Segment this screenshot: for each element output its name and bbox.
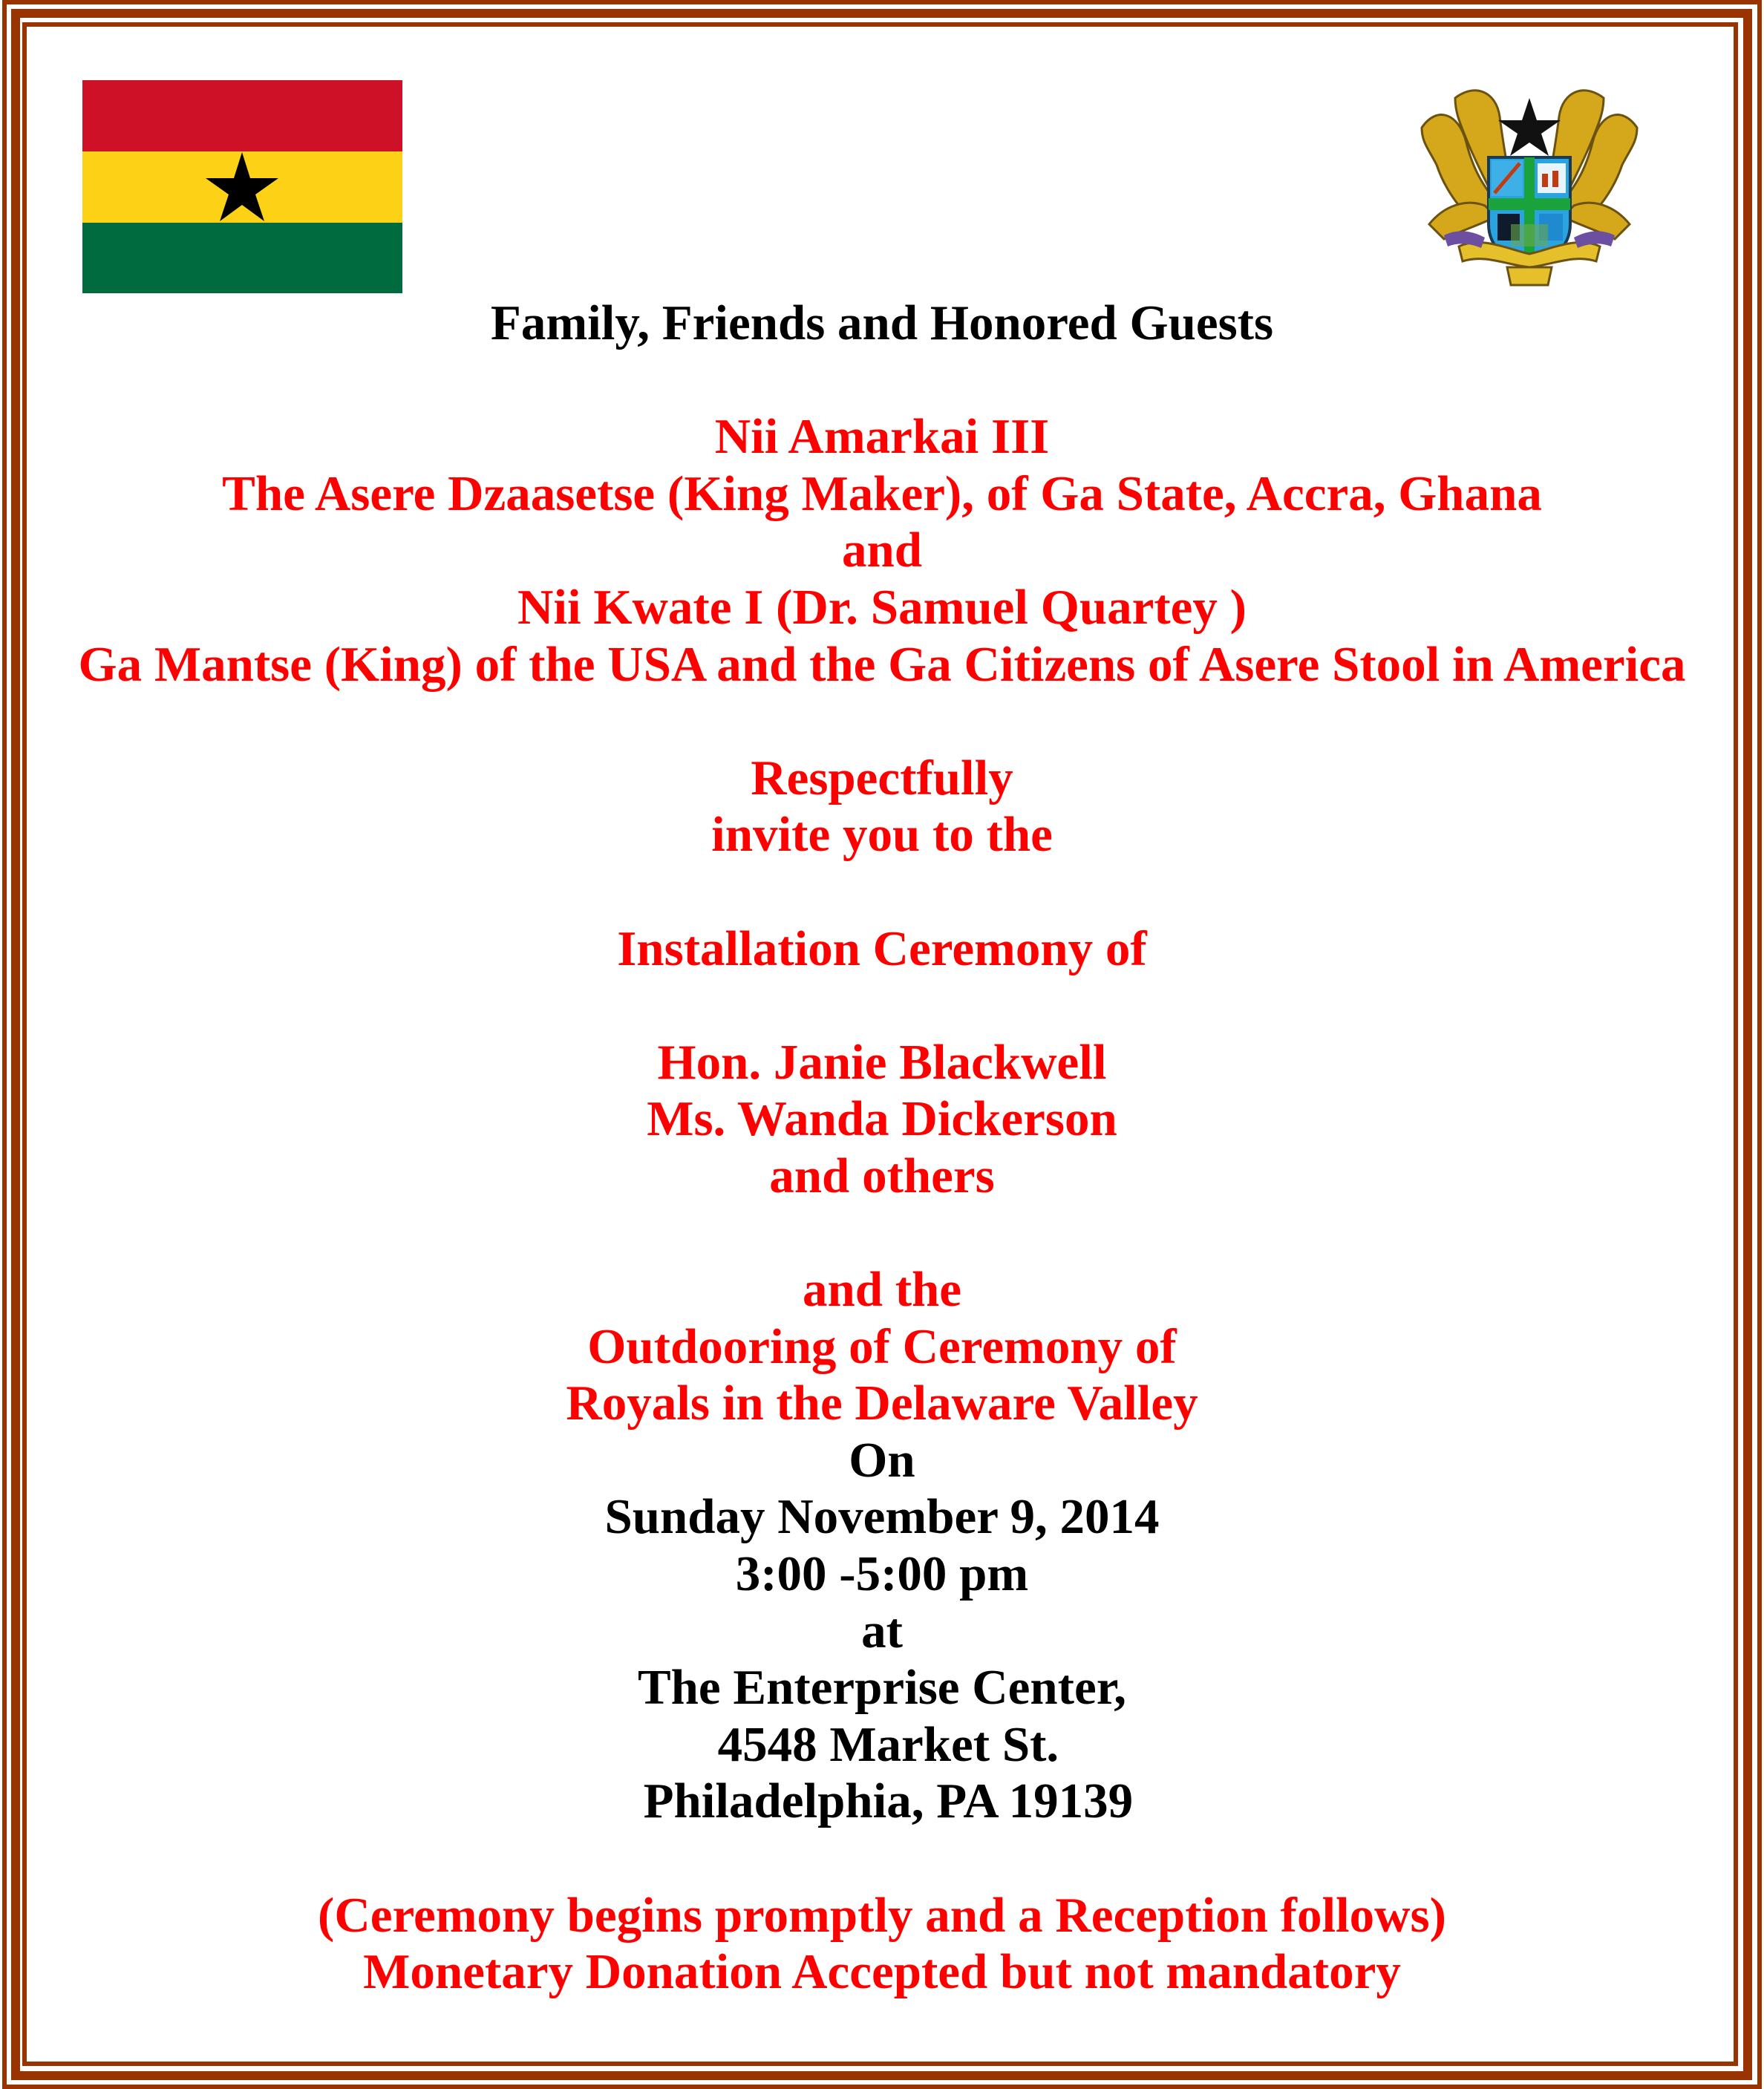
invitation-text bbox=[30, 295, 1734, 2001]
reception-note: (Ceremony begins promptly and a Reception follows) bbox=[318, 1887, 1446, 1943]
spacer bbox=[30, 977, 1734, 1034]
host1-title: The Asere Dzaasetse (King Maker), of Ga State, Accra, Ghana bbox=[222, 465, 1542, 521]
flag-red-stripe bbox=[82, 80, 402, 151]
host1-name: Nii Amarkai III bbox=[714, 409, 1050, 465]
venue-name: The Enterprise Center, bbox=[637, 1660, 1127, 1716]
spacer bbox=[30, 693, 1734, 750]
invite-line-1: Respectfully bbox=[751, 750, 1013, 805]
second-event-intro: and the bbox=[802, 1262, 962, 1318]
flag-green-stripe bbox=[82, 223, 402, 293]
invite-line-2: invite you to the bbox=[711, 807, 1053, 863]
motto-scroll-icon bbox=[1444, 224, 1615, 285]
greeting: Family, Friends and Honored Guests bbox=[490, 295, 1274, 350]
ghana-coat-of-arms-icon bbox=[1414, 76, 1644, 295]
spacer bbox=[30, 1205, 1734, 1262]
second-event-line-1: Outdooring of Ceremony of bbox=[587, 1318, 1177, 1374]
venue-city: Philadelphia, PA 19139 bbox=[630, 1773, 1134, 1829]
crest-star-icon bbox=[1498, 98, 1561, 156]
event-title: Installation Ceremony of bbox=[617, 921, 1147, 976]
spacer bbox=[30, 352, 1734, 409]
host2-name: Nii Kwate I (Dr. Samuel Quartey ) bbox=[517, 579, 1247, 635]
honoree: and others bbox=[769, 1148, 995, 1203]
second-event-line-2: Royals in the Delaware Valley bbox=[566, 1376, 1198, 1431]
spacer bbox=[30, 863, 1734, 921]
ghana-flag-icon bbox=[82, 80, 402, 293]
honoree: Hon. Janie Blackwell bbox=[657, 1034, 1107, 1090]
venue-street: 4548 Market St. bbox=[705, 1716, 1059, 1772]
donation-note: Monetary Donation Accepted but not mandatory bbox=[363, 1944, 1401, 2000]
honoree: Ms. Wanda Dickerson bbox=[647, 1091, 1117, 1147]
hosts-conjunction: and bbox=[841, 523, 923, 578]
spacer bbox=[30, 1830, 1734, 1887]
event-date: Sunday November 9, 2014 bbox=[604, 1489, 1160, 1545]
event-time: 3:00 -5:00 pm bbox=[735, 1546, 1029, 1602]
at-label: at bbox=[861, 1603, 903, 1658]
on-label: On bbox=[849, 1432, 915, 1488]
host2-title: Ga Mantse (King) of the USA and the Ga Citizens of Asere Stool in America bbox=[78, 636, 1686, 692]
